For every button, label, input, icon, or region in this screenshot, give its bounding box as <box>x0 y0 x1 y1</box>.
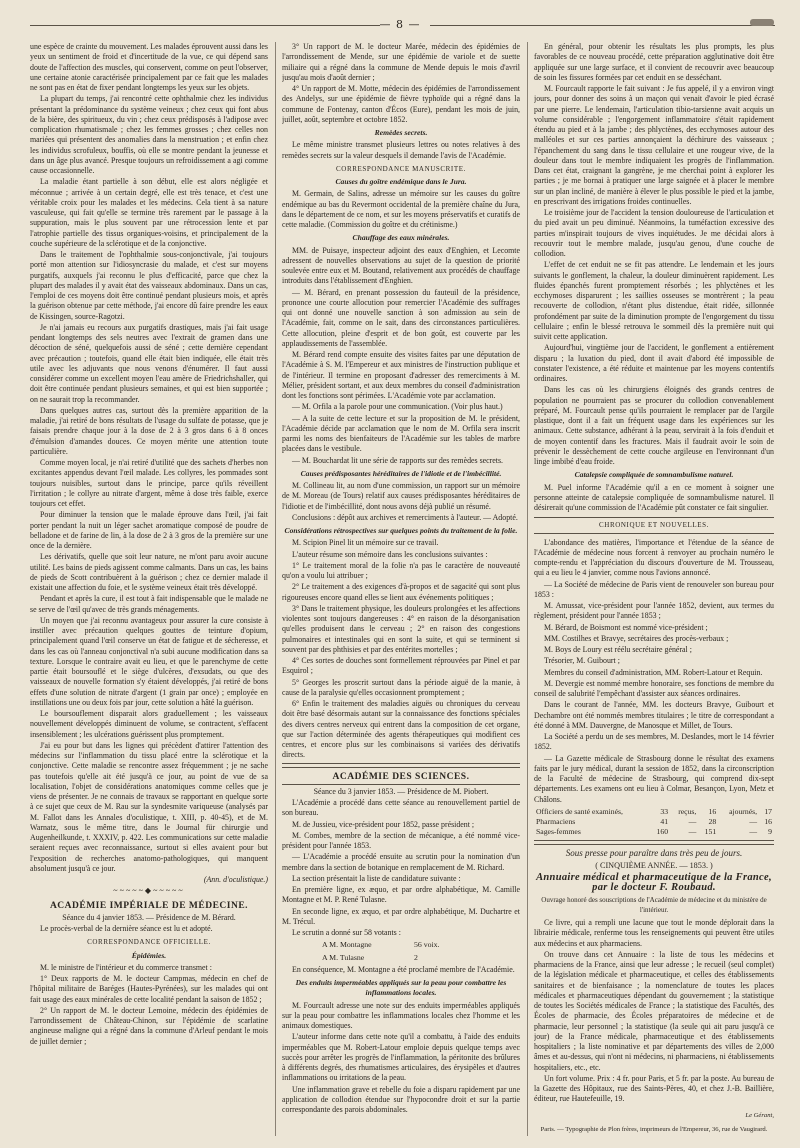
vote-name: A M. Tulasne <box>322 952 365 962</box>
paragraph: 3° Un rapport de M. le docteur Marée, médecin des épidémies de l'arrondissement de Mende, sur une épidémie de variole et de suette miliaire qui a régné dans la commune de Mende depuis le mois d'avril jusqu'au mois d'août dernier ; <box>282 42 520 82</box>
paragraph: 1° Deux rapports de M. le docteur Campmas, médecin en chef de l'hôpital militaire de Baréges (Hautes-Pyrénées), sur les malades qui ont fait usage des eaux minérales de cette localité pendant la saison de 1852 ; <box>30 974 268 1004</box>
paragraph: M. de Jussieu, vice-président pour 1852, passe président ; <box>292 819 475 829</box>
gerant-signature: Le Gérant, <box>745 1111 774 1119</box>
paragraph: Je n'ai jamais eu recours aux purgatifs drastiques, mais j'ai fait usage pendant longtemps des sels neutres avec l'extrait de gramen dans une décoction de séné, quelquefois aussi de séné ; cette dernière cependant avec précaution ; toutefois, quand elle était bien indiquée, elle était très utile avec les adjuvants que nous venons d'énumérer. Il faut aussi considérer comme un excellent moyen l'eau amère de Friedrichshaller, qui doit être continuée pendant plusieurs semaines, et qui est bien supportée ; on ne saurait trop la recommander. <box>30 322 268 404</box>
paragraph: M. Devergie est nommé membre honoraire, ses fonctions de membre du conseil de salubrité l'empêchant d'assister aux séances ordinaires. <box>534 678 774 698</box>
table-cell: — <box>688 817 697 826</box>
paragraph: Le troisième jour de l'accident la tension douloureuse de l'articulation et du pied avait un peu diminué. Néanmoins, la tuméfaction excessive des parties m'inspirait toujours de vives inquiétudes. Je me décidai alors à recouvrir tout le membre malade, jusqu'au genou, d'une couche de collodion. <box>534 208 774 258</box>
column-divider <box>527 42 528 1136</box>
ink-mark <box>750 19 774 26</box>
paragraph: La Société a perdu un de ses membres, M. Deslandes, mort le 14 février 1852. <box>534 732 774 752</box>
paragraph: M. Amussat, vice-président pour l'année 1852, devient, aux termes du règlement, président pour l'année 1853 ; <box>534 601 774 621</box>
paragraph: Trésorier, M. Guibourt ; <box>544 656 620 666</box>
paragraph: L'abondance des matières, l'importance et l'étendue de la séance de l'Académie de médecine nous forcent à renvoyer au prochain numéro le compte-rendu et l'appréciation du discours d'ouverture de M. Trousseau, qui a eu lieu le 4 janvier, comme nous l'avions annoncé. <box>534 537 774 578</box>
paragraph: Un fort volume. Prix : 4 fr. pour Paris, et 5 fr. par la poste. Au bureau de la Gazette des Hôpitaux, rue des Saints-Pères, 40, et chez J.-B. Baillière, éditeur, rue Hautefeuille, 19. <box>534 1073 774 1104</box>
page-header <box>0 18 800 32</box>
printer-imprint: Paris. — Typographie de Plon frères, imprimeurs de l'Empereur, 36, rue de Vaugirard. <box>540 1125 768 1133</box>
table-cell: 41 <box>660 817 669 826</box>
paragraph: Dans quelques autres cas, surtout dès la première apparition de la maladie, j'ai retiré de bons résultats de l'usage du sulfate de potasse, que je faisais prendre chaque jour à la dose de 2 à 3 gros dans 6 à 8 onces d'émulsion d'amandes douces. Ce moyen mérite une attention toute particulière. <box>30 405 268 456</box>
subsection-heading: Causes du goître endémique dans le Jura. <box>335 177 467 186</box>
table-cell: 16 <box>764 817 772 826</box>
columns <box>30 42 775 1138</box>
paragraph: En conséquence, M. Montagne a été proclamé membre de l'Académie. <box>292 964 515 974</box>
column-3 <box>534 42 774 1136</box>
paragraph: 2° Le traitement a des exigences d'à-propos et de sagacité qui sont plus rigoureuses encore quand elles se lient aux événements politiques ; <box>282 582 520 602</box>
paragraph: Conclusions : dépôt aux archives et remerciments à l'auteur. — Adopté. <box>292 512 518 522</box>
advert-subtitle: Ouvrage honoré des souscriptions de l'Académie de médecine et du ministère de l'intérieur. <box>541 895 767 914</box>
paragraph: M. Combes, membre de la section de mécanique, a été nommé vice-président pour l'année 1853. <box>282 830 520 850</box>
paragraph: 6° Enfin le traitement des maladies aiguës ou chroniques du cerveau doit être basé désormais autant sur la connaissance des fonctions spéciales des divers centres nerveux qui entrent dans la composition de cet organe, que sur l'action déterminée des agents thérapeutiques qui modifient ces centres, et encore plus sur les combinaisons si variées des dérivatifs directs. <box>282 699 520 760</box>
paragraph: La plupart du temps, j'ai rencontré cette ophthalmie chez les individus présentant la prédominance du système veineux ; chez ceux qui font abus de la bière, des spiritueux, du vin ; chez ceux prédisposés à l'adipose avec complication rhumatismale ; chez les femmes grosses ; chez celles non mariées qui présentent des anomalies dans la menstruation ; et enfin chez les individus scrofuleux, bouffis, où elle se montre pendant la jeunesse et dans un âge plus avancé. Presque toujours un refroidissement a agi comme cause occasionnelle. <box>30 94 268 175</box>
paragraph: — La Société de médecine de Paris vient de renouveler son bureau pour 1853 : <box>534 579 774 599</box>
paragraph: Dans le traitement de l'ophthalmie sous-conjonctivale, j'ai toujours porté mon attention sur l'idiosyncrasie du malade, et c'est sur moyens purgatifs, auxquels j'ai reconnu le plus d'efficacité, parce que chez la plupart des malades il y avait état des vaisseaux abdominaux. Dans un cas, l'emploi de ces moyens doit être continué pendant plusieurs mois, et après la guérison obtenue par cette méthode, j'ai encore dû faire prendre les eaux de Kissingen, source-Ragotzi. <box>30 250 268 321</box>
table-cell: Sages-femmes <box>536 827 581 837</box>
subsection-heading: Causes prédisposantes héréditaires de l'idiotie et de l'imbécillité. <box>300 468 502 478</box>
header-rule-left <box>30 25 380 26</box>
paragraph: Les dérivatifs, quelle que soit leur nature, ne m'ont paru avoir aucune utilité. Les bains de pieds agissent comme calmants. Dans un cas, les bains de pieds de Scott contribuèrent à la guérison ; chez ce dernier malade il existait une affection du foie, et le système veineux était très développé. <box>30 552 268 592</box>
paragraph: Ce livre, qui a rempli une lacune que tout le monde déplorait dans la librairie médicale, renferme tous les renseignements qui peuvent être utiles aux médecins et aux pharmaciens. <box>534 918 774 948</box>
section-title: ACADÉMIE IMPÉRIALE DE MÉDECINE. <box>49 900 249 911</box>
page-number: — 8 — <box>379 18 421 31</box>
session-line: Séance du 3 janvier 1853. — Présidence de M. Piobert. <box>313 786 489 796</box>
paragraph: 4° Un rapport de M. Motte, médecin des épidémies de l'arrondissement des Andelys, sur une épidémie de fièvre typhoïde qui a régné dans la commune de Fontenay, canton d'Écos (Eure), pendant les mois de juin, juillet, août, septembre et octobre 1852. <box>282 84 520 124</box>
paragraph: Membres du conseil d'administration, MM. Robert-Latour et Requin. <box>544 667 763 677</box>
paragraph: — L'Académie a procédé ensuite au scrutin pour la nomination d'un membre dans la section de botanique en remplacement de M. Richard. <box>282 852 520 872</box>
paragraph: — La Gazette médicale de Strasbourg donne le résultat des examens faits par le jury médical, durant la session de 1852, dans la circonscription de la Faculté de médecine de Strasbourg, qui comprend dix-sept départements. Les examens ont eu lieu à Colmar, Besançon, Lyon, Metz et Châlons. <box>534 753 774 804</box>
table-cell: 9 <box>768 827 772 837</box>
paragraph: 2° Un rapport de M. le docteur Lemoine, médecin des épidémies de l'arrondissement de Château-Chinon, sur l'épidémie de scarlatine angineuse maligne qui a régné dans la commune d'Arleuf pendant le mois de juillet dernier ; <box>30 1005 268 1046</box>
paragraph: Une inflammation grave et rebelle du foie a disparu rapidement par une application de collodion étendue sur l'hypocondre droit et sur la partie correspondante des parois abdominales. <box>282 1084 520 1114</box>
table-cell: 33 <box>660 806 669 816</box>
paragraph: L'auteur informe dans cette note qu'il a combattu, à l'aide des enduits imperméables que M. Robert-Latour emploie depuis quelque temps avec succès pour arrêter les progrès de l'inflammation, la péritonite des brûlures à différents degrés, des rhumatismes articulaires, des érysipèles et d'autres inflammations ou irritations de la peau. <box>282 1032 520 1083</box>
table-cell: Officiers de santé examinés, <box>536 806 623 816</box>
column-divider <box>275 42 276 1136</box>
paragraph: L'Académie a procédé dans cette séance au renouvellement partiel de son bureau. <box>282 798 520 818</box>
column-2 <box>282 42 520 1136</box>
vote-row <box>322 953 520 963</box>
paragraph: M. Boys de Loury est réélu secrétaire général ; <box>544 645 692 654</box>
paragraph: M. Fourcault rapporte le fait suivant : Je fus appelé, il y a environ vingt jours, pour donner des soins à un maçon qui venait d'avoir le pied écrasé par une pierre. Le lendemain, l'articulation tibio-tarsienne avait acquis un volume considérable ; l'engorgement inflammatoire s'était rapidement étendu au pied et à la jambe ; des phlyctènes, des ecchymoses autour des malléoles et sur ces parties annonçaient la déchirure des vaisseaux ; l'épanchement du sang dans le tissu cellulaire et une rougeur vive, de la douleur dans tout le membre indiquaient les progrès de l'inflammation. Dans cet état, craignant la gangrène, je me cherchai point à explorer les parties ; je me bornai à pratiquer une large saignée et à placer le membre sur un plan incliné, de manière à élever le plus possible le pied et la jambe, en prescrivant des irrigations froides continuelles. <box>534 84 774 206</box>
subsection-heading: Considérations rétrospectives sur quelques points du traitement de la folie. <box>284 526 518 535</box>
paragraph: une espèce de crainte du mouvement. Les malades éprouvent aussi dans les yeux un sentiment de froid et d'incertitude de la vue, ce qui dépend sans doute de l'affection des muscles, qui conservent, comme on peut l'observer, une certaine atonie caractérisée principalement par ce fait que les malades ne sont pas en état de fixer pendant longtemps les yeux sur les objets. <box>30 42 268 92</box>
paragraph: M. le ministre de l'intérieur et du commerce transmet : <box>40 962 212 972</box>
exam-stats-table <box>534 807 774 838</box>
paragraph: L'effet de cet enduit ne se fit pas attendre. Le lendemain et les jours suivants le gonflement, la chaleur, la douleur diminuèrent rapidement. Les fluides épanchés furent promptement résorbés ; les phlyctènes et les ecchymoses disparurent ; les saillies osseuses se montrèrent ; la peau recouverte de collodion, n'étant plus distendue, était ridée, sillonnée profondément par suite de la diminution prompte de l'engorgement du tissu cellulaire ; enfin le blessé retrouva le sommeil dès la première nuit qui suivit cette application. <box>534 260 774 341</box>
session-line: Séance du 4 janvier 1853. — Présidence de M. Bérard. <box>62 912 236 922</box>
section-title: ACADÉMIE DES SCIENCES. <box>332 771 470 782</box>
subsection-heading: Catalepsie compliquée de somnambulisme naturel. <box>574 470 734 480</box>
subsection-heading: Remèdes secrets. <box>374 128 428 137</box>
double-rule <box>534 840 774 845</box>
paragraph: En général, pour obtenir les résultats les plus prompts, les plus favorables de ce nouveau procédé, cette préparation agglutinative doit être appliquée sur une large surface, et il convient de recouvrir avec beaucoup de soin les fissures formées par cet enduit en se desséchant. <box>534 42 774 82</box>
paragraph: 1° Le traitement moral de la folie n'a pas le caractère de nouveauté qu'on a voulu lui attribuer ; <box>282 560 520 580</box>
subsection-heading: Chauffage des eaux minérales. <box>352 233 450 243</box>
paragraph: Pendant et après la cure, il est tout à fait indispensable que le malade ne se serve de l'œil qu'avec de très grands ménagements. <box>30 594 268 614</box>
paragraph: Le même ministre transmet plusieurs lettres ou notes relatives à des remèdes secrets sur la valeur desquels il demande l'avis de l'Académie. <box>282 140 520 160</box>
table-cell: 160 <box>656 827 669 837</box>
paragraph: Dans le courant de l'année, MM. les docteurs Bravye, Guibourt et Dechambre ont été nommés membres titulaires ; le titre de correspondant a été donné à MM. Dauvergne, de Manosque et Millet, de Tours. <box>534 700 774 730</box>
vote-count: 2 <box>413 952 418 962</box>
paragraph: Pour diminuer la tension que le malade éprouve dans l'œil, j'ai fait porter pendant la nuit un léger sachet aromatique composé de poudre de belladone et de farine de lin, à la dose de 2 à 3 gros de la première sur une once de la dernière. <box>30 510 268 550</box>
table-row <box>534 817 774 827</box>
paragraph: — M. Bouchardat lit une série de rapports sur des remèdes secrets. <box>292 455 504 465</box>
paragraph: La section présentait la liste de candidature suivante : <box>292 873 461 883</box>
paragraph: J'ai eu pour but dans les lignes qui précèdent d'attirer l'attention des médecins sur l'inflammation du tissu placé entre la sclérotique et la conjonctive. Cette maladie se rencontre assez fréquemment ; je ne sache pas toutefois qu'elle ait été jusqu'à ce jour, au point de vue de sa localisation, l'objet de considérations anatomiques comme celles que je viens de présenter. Je ne connais de travaux se rapportant en quelque sorte à ce sujet que ceux de M. Rau sur la syndesmite variqueuse (analysés par M. Fallot dans les Annales d'oculistique, t. XIII, p. 40-45), et de M. Warnatz, sous le même titre, dans le Journal für chirurgie und Augenheilkunde, t. XXXIV, p. 422. Les communications sur cette maladie seraient reçues avec reconnaissance, surtout si elles avaient pour but l'exposition de recherches anatomo-pathologiques, qui manquent absolument jusqu'à ce jour. <box>30 740 268 873</box>
subsection-heading: CORRESPONDANCE OFFICIELLE. <box>87 938 211 947</box>
table-cell: 16 <box>708 806 717 816</box>
table-cell: 151 <box>704 827 717 837</box>
table-row <box>534 827 774 837</box>
paragraph: MM. Costilhes et Bravye, secrétaires des procès-verbaux ; <box>544 633 729 643</box>
source-citation: (Ann. d'oculistique.) <box>203 875 268 884</box>
table-cell: — <box>749 817 758 826</box>
paragraph: M. Bérard, de Boismont est nommé vice-président ; <box>544 622 708 632</box>
paragraph: Le scrutin a donné sur 58 votants : <box>292 928 401 937</box>
vote-count: 56 voix. <box>413 940 440 950</box>
table-cell: ajournés, <box>729 806 758 816</box>
paragraph: 4° Ces sortes de douches sont formellement réprouvées par Pinel et par Esquirol ; <box>282 656 520 676</box>
paragraph: — M. Bérard, en prenant possession du fauteuil de la présidence, prononce une courte allocution pour remercier l'Académie des suffrages qui ont donné une nouvelle sanction à son admission au sein de l'Académie, fait, comme on le sait, dans des circonstances particulières. Cette allocution, pleine d'esprit et de bon goût, est couverte par les applaudissements de l'assemblée. <box>282 287 520 348</box>
table-cell: 17 <box>764 806 772 816</box>
announcement-line: Sous presse pour paraître dans très peu de jours. <box>565 847 743 858</box>
vote-name: A M. Montagne <box>322 940 372 950</box>
subsection-heading: CORRESPONDANCE MANUSCRITE. <box>336 164 466 173</box>
paragraph: Dans les cas où les chirurgiens éloignés des grands centres de population ne pourraient pas se procurer du collodion convenablement préparé, M. Fourcault pense qu'ils pourraient le remplacer par de l'argile plastique, dont il a fait un fréquent usage dans les expériences sur les animaux. Cette substance, adhérant à la peau, servirait à la fois d'enduit et de moyen contentif dans les fractures. Mais il faudrait avoir le soin de prévenir le dessèchement de cette couche argileuse en l'environnant d'un linge imbibé d'eau froide. <box>534 385 774 466</box>
table-cell: 28 <box>708 817 717 826</box>
paragraph: M. Bérard rend compte ensuite des visites faites par une députation de l'Académie à S. M. l'Empereur et aux ministres de l'instruction publique et de l'intérieur. Il termine en proposant d'adresser des remerciments à M. Mélier, président sortant, et aux deux membres du conseil d'administration dont les fonctions sont périmées. L'Académie vote par acclamation. <box>282 350 520 400</box>
paragraph: M. Scipion Pinel lit un mémoire sur ce travail. <box>292 538 439 548</box>
paragraph: M. Puel informe l'Académie qu'il a en ce moment à soigner une personne atteinte de catalepsie compliquée de somnambulisme naturel. Il désirerait qu'une commission de l'Académie pût constater ce fait singulier. <box>534 482 774 512</box>
paragraph: En première ligne, ex æquo, et par ordre alphabétique, M. Camille Montagne et M. P. René Tulasne. <box>282 885 520 905</box>
paragraph: — A la suite de cette lecture et sur la proposition de M. le président, l'Académie décide par acclamation que le nom de M. Orfila sera inscrit parmi les noms des bienfaiteurs de l'Académie sur les tables de marbre placées dans le vestibule. <box>282 413 520 454</box>
table-cell: — <box>749 827 758 837</box>
paragraph: — M. Orfila a la parole pour une communication. (Voir plus haut.) <box>292 402 503 412</box>
table-cell: Pharmaciens <box>536 817 576 826</box>
paragraph: On trouve dans cet Annuaire : la liste de tous les médecins et pharmaciens de la France, ainsi que leur adresse ; le recueil (seul complet) de la législation médicale et pharmaceutique, et celles des établissements sanitaires et de bienfaisance ; la nomenclature de toutes les places médicales et pharmaceutiques dépendant du gouvernement ; la statistique de toutes les Sociétés médicales de France ; la statistique des Facultés, des Écoles de pharmacie, des Écoles préparatoires de médecine et de pharmacie, leur personnel ; la statistique (la seule qui ait paru jusqu'à ce jour) de la France médicale, pharmaceutique et des établissements hospitaliers ; la liste nominative et par départements des villes de 2,000 âmes et au-dessus, qui n'ont ni médecins, ni pharmaciens, ni établissements hospitaliers, etc., etc. <box>534 949 774 1072</box>
paragraph: Un moyen que j'ai reconnu avantageux pour assurer la cure consiste à instiller avec précaution quelques gouttes de teinture d'opium, principalement quand l'œil conserve un état de fatigue et de sécheresse, et dans les cas où l'anneau conjonctival n'a subi aucune modification dans sa texture. Lorsque le contraire avait eu lieu, et que le parenchyme de cette partie était boursouflé et le siège d'ulcères, d'exsudats, ou que des vaisseaux de nouvelle formation s'y étaient développés, j'ai retiré de bons effets d'une solution de nitrate d'argent (1 grain par once) ; employée en instillations une ou deux fois par jour, cette solution a hâté la guérison. <box>30 615 268 707</box>
vote-row <box>322 940 520 950</box>
paragraph: En seconde ligne, ex æquo, et par ordre alphabétique, M. Duchartre et M. Trécul. <box>282 906 520 926</box>
paragraph: Comme moyen local, je n'ai retiré d'utilité que des sachets d'herbes non excitantes appendus devant l'œil malade. Les collyres, les pommades sont toujours nuisibles, surtout dans le principe, parce qu'ils réveillent l'irritation ; le collyre au nitrate d'argent, même à dose très faible, exerce toujours cet effet. <box>30 458 268 508</box>
paragraph: 3° Dans le traitement physique, les douleurs prolongées et les affections violentes sont toujours dangereuses : 4° en raison de la désorganisation qu'elles produisent dans le cerveau ; 2° en raison des congestions pulmonaires et intestinales qui en sont la suite, et qui se terminent si souvent par des phthisies et par des entérites mortelles ; <box>282 603 520 654</box>
paragraph: MM. de Puisaye, inspecteur adjoint des eaux d'Enghien, et Lecomte adressent de nouvelles observations au sujet de la question de priorité soulevée entre eux et M. Boutand, relativement aux procédés de chauffage introduits dans l'établissement d'Enghien. <box>282 245 520 286</box>
paragraph: Le procès-verbal de la dernière séance est lu et adopté. <box>40 924 213 933</box>
paragraph: Le boursouflement disparait alors graduellement ; les vaisseaux nouvellement développés diminuent de volume, se contractent, s'effacent insensiblement ; les ulcérations guérissent plus promptement. <box>30 709 268 739</box>
paragraph: Aujourd'hui, vingtième jour de l'accident, le gonflement a entièrement disparu ; la luxation du pied, dont il avait d'abord été impossible de constater l'existence, a été réduite et maintenue par les moyens contentifs ordinaires. <box>534 343 774 383</box>
subsection-heading: Épidémies. <box>131 950 167 960</box>
subsection-heading: Des enduits imperméables appliqués sur la peau pour combattre les inflammations locales. <box>295 978 507 998</box>
rule <box>282 784 520 785</box>
double-rule <box>282 763 520 768</box>
ornament-divider: ~~~~~◆~~~~~ <box>113 886 185 896</box>
edition-year: ( CINQUIÈME ANNÉE. — 1853. ) <box>595 860 713 870</box>
paragraph: M. Germain, de Salins, adresse un mémoire sur les causes du goître endémique au bas du Revermont occidental de la première chaîne du Jura, dans le département de ce nom, et sur les moyens préservatifs et curatifs de cette maladie. (Commission du goître et du crétinisme.) <box>282 189 520 229</box>
section-title: CHRONIQUE ET NOUVELLES. <box>534 517 774 533</box>
paragraph: M. Fourcault adresse une note sur des enduits imperméables appliqués sur la peau pour combattre les inflammations locales chez l'homme et les animaux domestiques. <box>282 1000 520 1030</box>
paragraph: La maladie étant partielle à son début, elle est alors négligée et méconnue ; arrivée à un certain degré, elle est très tenace, et c'est une véritable croix pour les malades et les médecins. Cela tient à sa nature vasculeuse, qui fait qu'elle se termine très rarement par le passage à la suppuration, mais le plus souvent par une rétrocession lente et par l'atrophie partielle des tissus organiques-voisins, et principalement de la couche supérieure de la sclérotique et de la conjonctive. <box>30 177 268 248</box>
table-row <box>534 807 774 817</box>
table-cell: reçus, <box>678 806 697 816</box>
paragraph: L'auteur résume son mémoire dans les conclusions suivantes : <box>292 549 488 559</box>
table-cell: — <box>688 827 697 837</box>
advert-title: Annuaire médical et pharmaceutique de la France, par le docteur F. Roubaud. <box>536 872 772 894</box>
column-1 <box>30 42 268 1136</box>
paragraph: 5° Georges les proscrit surtout dans la période aiguë de la manie, à cause de la paralysie qu'elles occasionnent promptement ; <box>282 677 520 697</box>
paragraph: M. Collineau lit, au nom d'une commission, un rapport sur un mémoire de M. Moreau (de Tours) relatif aux causes prédisposantes héréditaires de l'idiotie et de l'imbécillité, dont nous avons déjà publié un résumé. <box>282 481 520 511</box>
header-rule-right <box>430 25 775 26</box>
